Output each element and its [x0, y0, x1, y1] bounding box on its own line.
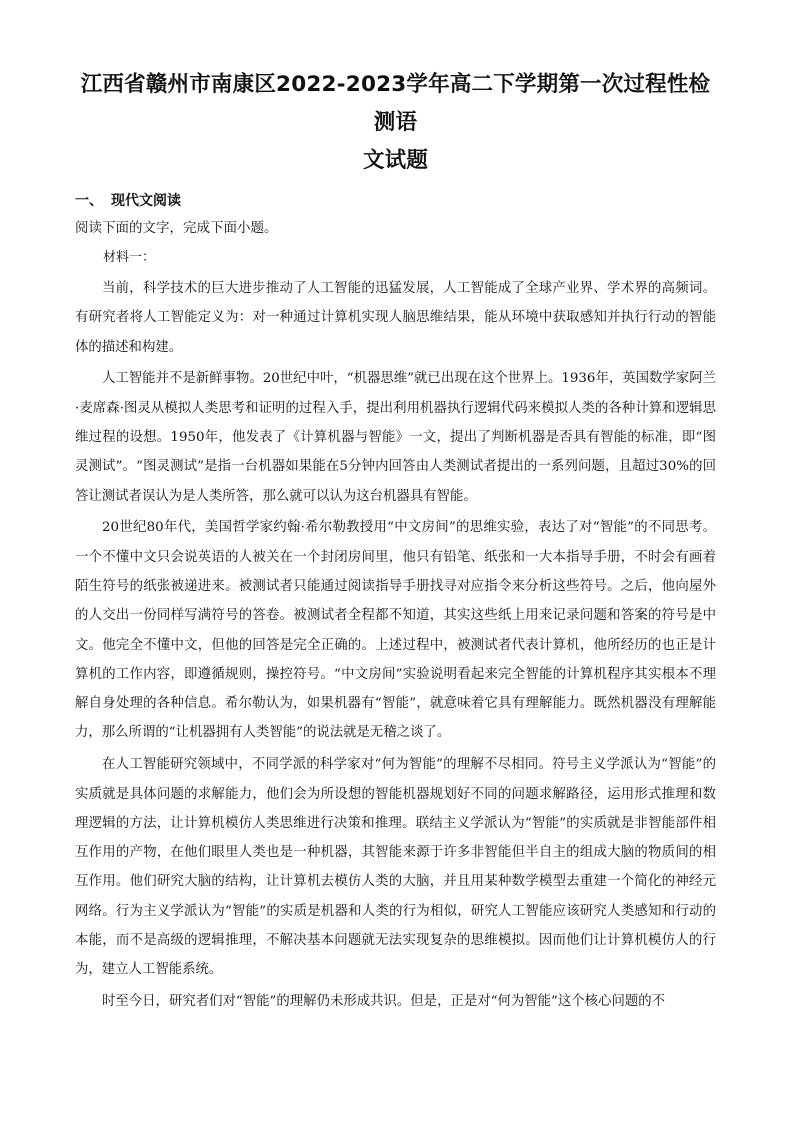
section-label: 现代文阅读 [111, 193, 181, 209]
material-label: 材料一： [103, 250, 156, 265]
section-heading [75, 188, 716, 214]
section-number: 一、 [75, 193, 103, 209]
reading-instruction: 阅读下面的文字，完成下面小题。 [75, 220, 278, 236]
paragraph: 20世纪80年代，美国哲学家约翰·希尔勒教授用“中文房间”的思维实验，表达了对“智能”的不同思考。一个不懂中文只会说英语的人被关在一个封闭房间里，他只有铅笔、纸张和一大本指导手册，不时会有画着陌生符号的纸张被递进来。被测试者只能通过阅读指导手册找寻对应指令来分析这些符号。之后，他向屋外的人交出一份同样写满符号的答卷。被测试者全程都不知道，其实这些纸上用来记录问题和答案的符号是中文。他完全不懂中文，但他的回答是完全正确的。上述过程中，被测试者代表计算机，他所经历的也正是计算机的工作内容，即遵循规则，操控符号。“中文房间”实验说明看起来完全智能的计算机程序其实根本不理解自身处理的各种信息。希尔勒认为，如果机器有“智能”，就意味着它具有理解能力。既然机器没有理解能力，那么所谓的“让机器拥有人类智能”的说法就是无稽之谈了。 [75, 520, 716, 741]
paragraph: 当前，科学技术的巨大进步推动了人工智能的迅猛发展，人工智能成了全球产业界、学术界的高频词。有研究者将人工智能定义为：对一种通过计算机实现人脑思维结果，能从环境中获取感知并执行行动的智能体的描述和构建。 [75, 281, 716, 355]
paragraph: 时至今日，研究者们对“智能”的理解仍未形成共识。但是，正是对“何为智能”这个核心问题的不 [102, 994, 666, 1010]
paragraph: 在人工智能研究领域中，不同学派的科学家对“何为智能”的理解不尽相同。符号主义学派认为“智能”的实质就是具体问题的求解能力，他们会为所设想的智能机器规划好不同的问题求解路径，运用形式推理和数理逻辑的方法，让计算机模仿人类思维进行决策和推理。联结主义学派认为“智能”的实质就是非智能部件相互作用的产物，在他们眼里人类也是一种机器，其智能来源于许多非智能但半自主的组成大脑的物质间的相互作用。他们研究大脑的结构，让计算机去模仿人类的大脑，并且用某种数学模型去重建一个简化的神经元网络。行为主义学派认为“智能”的实质是机器和人类的行为相似，研究人工智能应该研究人类感知和行动的本能，而不是高级的逻辑推理，不解决基本问题就无法实现复杂的思维模拟。因而他们让计算机模仿人的行为，建立人工智能系统。 [75, 757, 716, 978]
title-line-2: 文试题 [362, 148, 429, 173]
title-line-1: 江西省赣州市南康区2022-2023学年高二下学期第一次过程性检测语 [80, 72, 711, 135]
paragraph: 人工智能并不是新鲜事物。20世纪中叶，“机器思维”就已出现在这个世界上。1936年，英国数学家阿兰·麦席森·图灵从模拟人类思考和证明的过程入手，提出利用机器执行逻辑代码来模拟人类的各种计算和逻辑思维过程的设想。1950年，他发表了《计算机器与智能》一文，提出了判断机器是否具有智能的标准，即“图灵测试”。“图灵测试”是指一台机器如果能在5分钟内回答由人类测试者提出的一系列问题，且超过30%的回答让测试者误认为是人类所答，那么就可以认为这台机器具有智能。 [75, 371, 716, 504]
document-title [75, 66, 716, 180]
